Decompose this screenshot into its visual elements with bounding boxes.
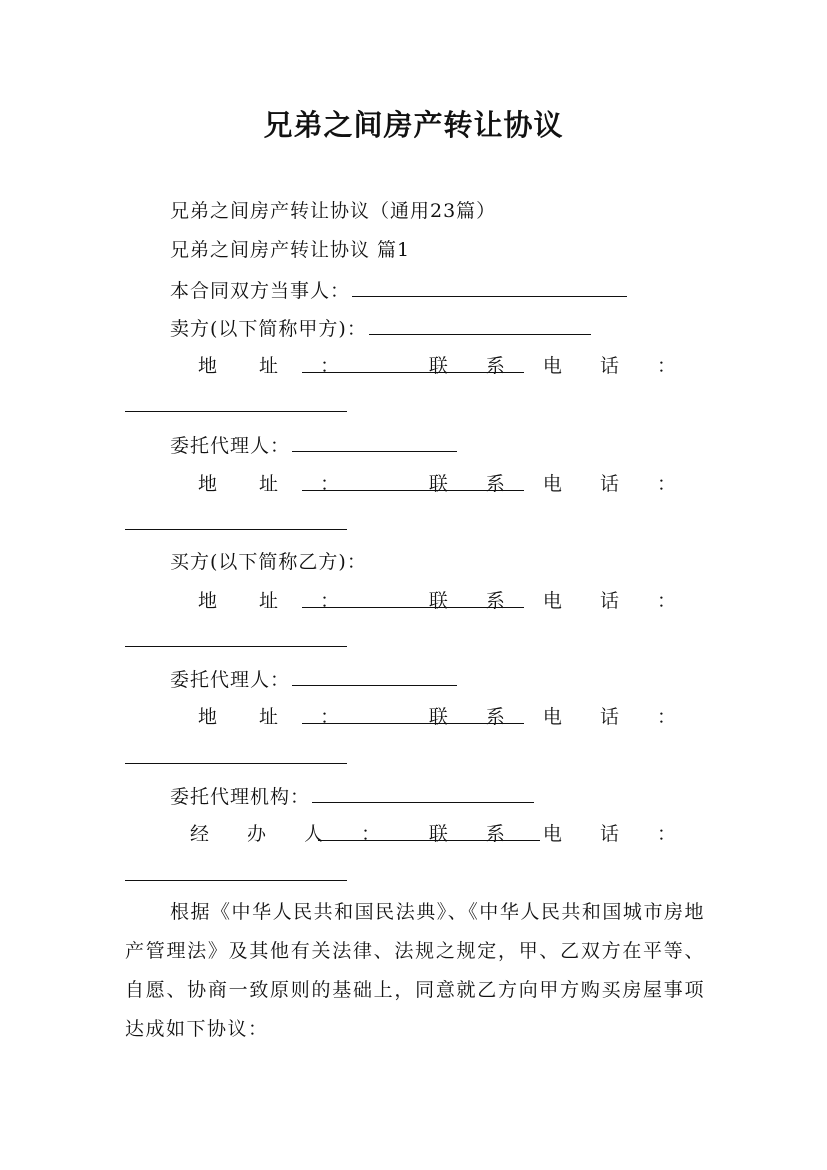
body-paragraph: 根据《中华人民共和国民法典》、《中华人民共和国城市房地产管理法》及其他有关法律、法规之规定，甲、乙双方在平等、自愿、协商一致原则的基础上，同意就乙方向甲方购买房屋事项达成如下协议： (125, 901, 705, 1040)
agent-blank (292, 433, 457, 452)
phone-label: 联 系 电 话 ： (428, 355, 692, 377)
address-label: 地 址 ： (198, 355, 358, 377)
seller-line (170, 316, 591, 341)
phone-label: 联 系 电 话 ： (428, 590, 692, 612)
seller-blank (369, 316, 591, 335)
phone-label: 联 系 电 话 ： (428, 473, 692, 495)
phone-label: 联 系 电 话 ： (428, 823, 692, 845)
phone-blank (125, 880, 347, 881)
phone-label: 联 系 电 话 ： (428, 706, 692, 728)
phone-blank (125, 411, 347, 412)
phone-blank (125, 763, 347, 764)
parties-label: 本合同双方当事人： (170, 280, 351, 302)
address-label: 地 址 ： (198, 590, 358, 612)
agency-line (170, 784, 534, 809)
phone-blank (125, 529, 347, 530)
buyer-line (170, 550, 367, 574)
seller-label: 卖方(以下简称甲方)： (170, 318, 367, 340)
phone-blank (125, 646, 347, 647)
address-label: 地 址 ： (198, 473, 358, 495)
document-title: 兄弟之间房产转让协议 (263, 108, 564, 142)
address-label: 地 址 ： (198, 706, 358, 728)
buyer-label: 买方(以下简称乙方)： (170, 551, 367, 573)
parties-line (170, 278, 627, 303)
agency-blank (312, 784, 534, 803)
buyer-agent-line (170, 667, 457, 692)
agent-label: 委托代理人： (170, 435, 291, 457)
section-heading: 兄弟之间房产转让协议 篇1 (170, 239, 411, 261)
agent-label: 委托代理人： (170, 669, 291, 691)
seller-agent-line (170, 433, 457, 458)
handler-label: 经 办 人 ： (190, 823, 397, 845)
agent-blank (292, 667, 457, 686)
parties-blank (352, 278, 627, 297)
agency-label: 委托代理机构： (170, 786, 311, 808)
subtitle: 兄弟之间房产转让协议（通用23篇） (170, 200, 497, 222)
